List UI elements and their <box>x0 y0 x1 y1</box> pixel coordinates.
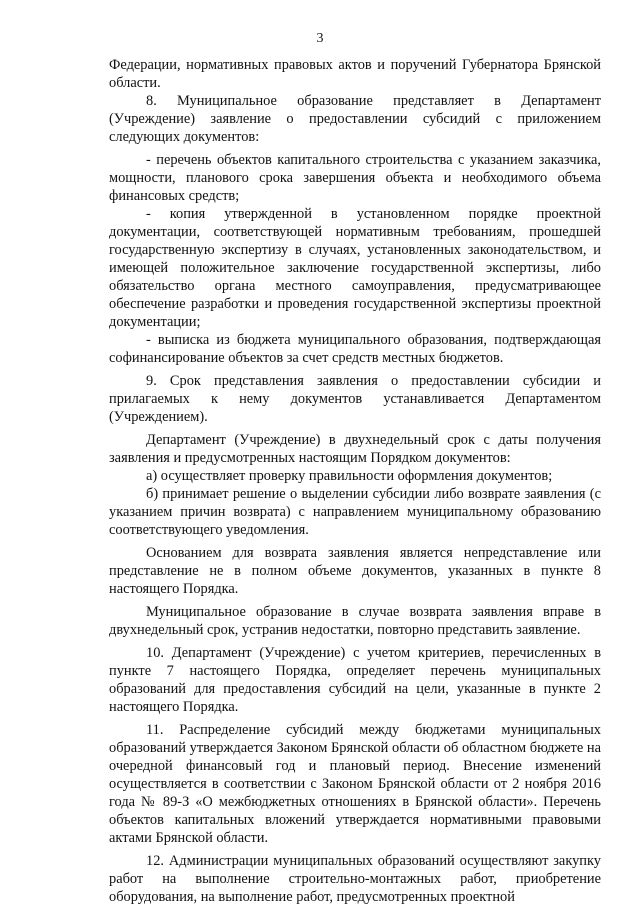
document-body <box>109 56 601 906</box>
paragraph-sub-b: б) принимает решение о выделении субсидии либо возврате заявления (с указанием причин возврата) с направлением муниципальному образованию соответствующего уведомления. <box>109 486 601 538</box>
paragraph-item-12: 12. Администрации муниципальных образований осуществляют закупку работ на выполнение строительно-монтажных работ, приобретение оборудования, на выполнение работ, предусмотренных проектной <box>109 853 601 905</box>
paragraph-department-review: Департамент (Учреждение) в двухнедельный срок с даты получения заявления и предусмотренных настоящим Порядком документов: <box>109 432 601 466</box>
page-number: 3 <box>316 31 324 46</box>
paragraph-item-10: 10. Департамент (Учреждение) с учетом критериев, перечисленных в пункте 7 настоящего Порядка, определяет перечень муниципальных образований для предоставления субсидий на цели, указанные в пункте 2 настоящего Порядка. <box>109 645 601 715</box>
paragraph-item-9: 9. Срок представления заявления о предоставлении субсидии и прилагаемых к нему документов устанавливается Департаментом (Учреждением). <box>109 373 601 425</box>
paragraph-dash-list-objects: - перечень объектов капитального строительства с указанием заказчика, мощности, планового срока завершения объекта и необходимого объема финансовых средств; <box>109 152 601 204</box>
paragraph-dash-project-docs: - копия утвержденной в установленном порядке проектной документации, соответствующей нормативным требованиям, прошедшей государственную экспертизу в случаях, установленных законодательством, и имеющей положительное заключение государственной экспертизы, либо обязательство органа местного самоуправления, предусматривающее обеспечение разработки и проведения государственной экспертизы проектной документации; <box>109 206 601 330</box>
paragraph-item-11: 11. Распределение субсидий между бюджетами муниципальных образований утверждается Законом Брянской области об областном бюджете на очередной финансовый год и плановый период. Внесение изменений осуществляется в соответствии с Законом Брянской области от 2 ноября 2016 года № 89-З «О межбюджетных отношениях в Брянской области». Перечень объектов капитальных вложений утверждается нормативными правовыми актами Брянской области. <box>109 722 601 846</box>
paragraph-return-grounds: Основанием для возврата заявления является непредставление или представление не в полном объеме документов, указанных в пункте 8 настоящего Порядка. <box>109 545 601 597</box>
paragraph-continuation: Федерации, нормативных правовых актов и поручений Губернатора Брянской области. <box>109 57 601 91</box>
paragraph-sub-a: а) осуществляет проверку правильности оформления документов; <box>146 468 553 484</box>
paragraph-item-8: 8. Муниципальное образование представляет в Департамент (Учреждение) заявление о предоставлении субсидий с приложением следующих документов: <box>109 93 601 145</box>
paragraph-resubmission: Муниципальное образование в случае возврата заявления вправе в двухнедельный срок, устранив недостатки, повторно представить заявление. <box>109 604 601 638</box>
paragraph-dash-budget-extract: - выписка из бюджета муниципального образования, подтверждающая софинансирование объектов за счет средств местных бюджетов. <box>109 332 601 366</box>
